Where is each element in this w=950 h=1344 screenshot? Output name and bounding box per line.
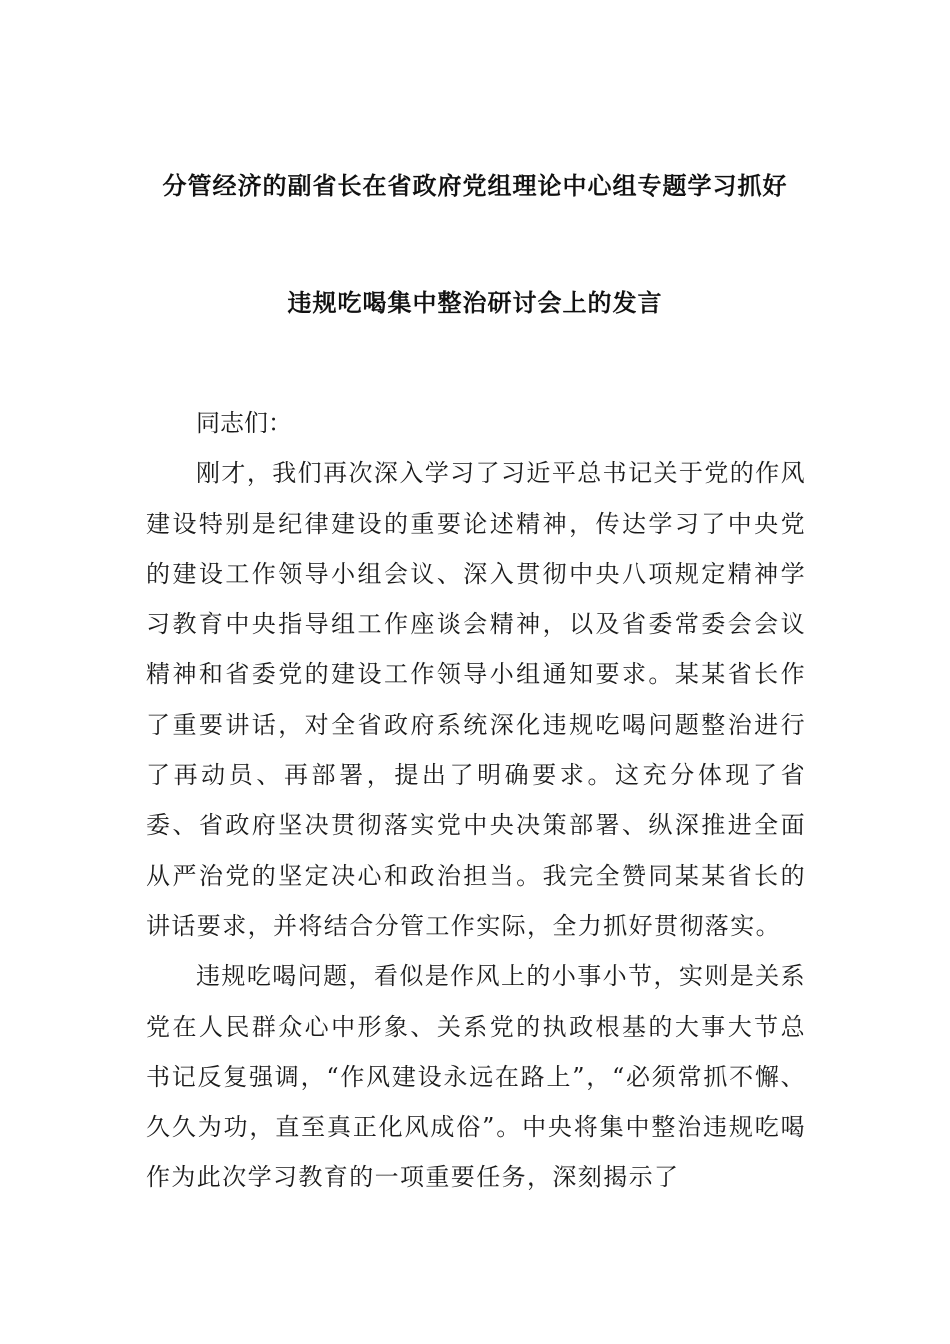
- document-title-line-2: 违规吃喝集中整治研讨会上的发言: [287, 289, 663, 317]
- document-body: [146, 398, 806, 1203]
- document-title-line-1: 分管经济的副省长在省政府党组理论中心组专题学习抓好: [162, 172, 788, 200]
- paragraph-2: 违规吃喝问题，看似是作风上的小事小节，实则是关系党在人民群众心中形象、关系党的执政根基的大事大节总书记反复强调，“作风建设永远在路上”，“必须常抓不懈、久久为功，直至真正化风成俗”。中央将集中整治违规吃喝作为此次学习教育的一项重要任务，深刻揭示了: [146, 962, 806, 1192]
- paragraph-1: 刚才，我们再次深入学习了习近平总书记关于党的作风建设特别是纪律建设的重要论述精神，传达学习了中央党的建设工作领导小组会议、深入贯彻中央八项规定精神学习教育中央指导组工作座谈会精神，以及省委常委会会议精神和省委党的建设工作领导小组通知要求。某某省长作了重要讲话，对全省政府系统深化违规吃喝问题整治进行了再动员、再部署，提出了明确要求。这充分体现了省委、省政府坚决贯彻落实党中央决策部署、纵深推进全面从严治党的坚定决心和政治担当。我完全赞同某某省长的讲话要求，并将结合分管工作实际，全力抓好贯彻落实。: [146, 459, 806, 940]
- salutation: 同志们：: [196, 409, 292, 437]
